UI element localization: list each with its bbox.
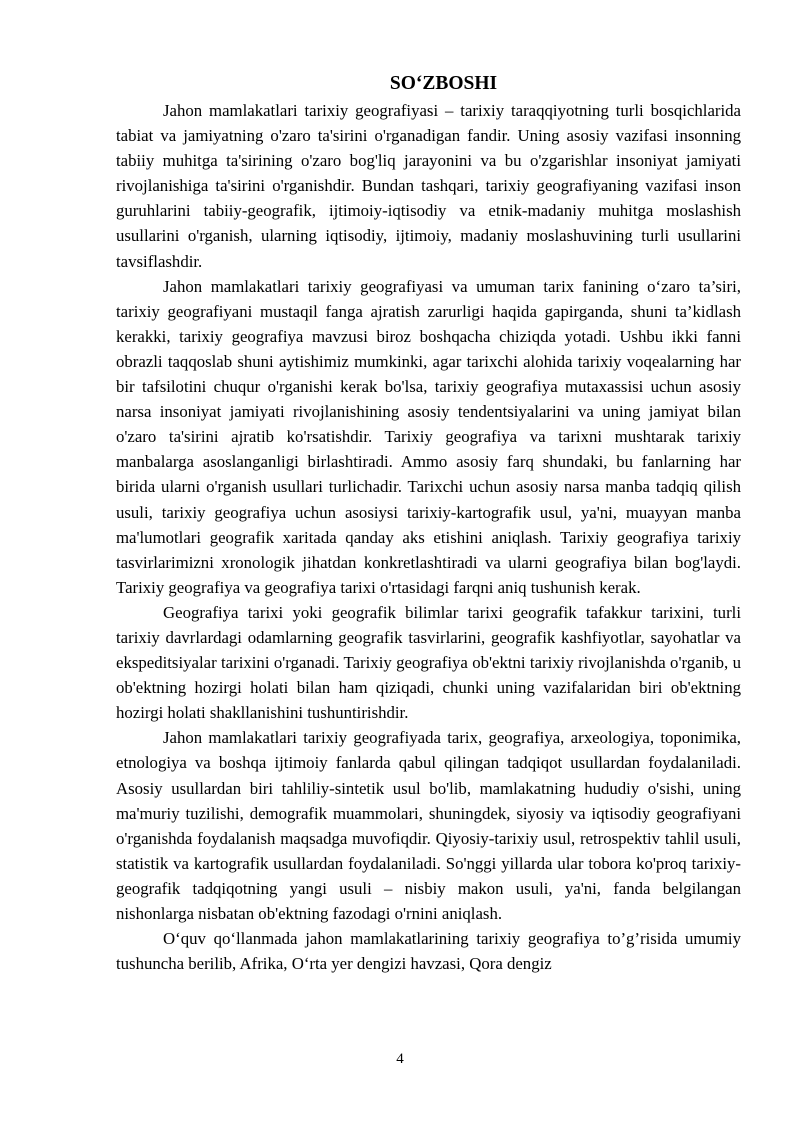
document-page <box>116 72 741 976</box>
paragraph-1: Jahon mamlakatlari tarixiy geografiyasi – tarixiy taraqqiyotning turli bosqichlarida tabiat va jamiyatning o'zaro ta'sirini o'rganadigan fandir. Uning asosiy vazifasi insonning tabiiy muhitga ta'sirining o'zaro bog'liq jarayonini va bu o'zgarishlar insoniyat jamiyati rivojlanishiga ta'sirini o'rganishdir. Bundan tashqari, tarixiy geografiyaning vazifasi inson guruhlarini tabiiy-geografik, ijtimoiy-iqtisodiy va etnik-madaniy muhitga moslashish usullarini o'rganish, ularning iqtisodiy, ijtimoiy, madaniy moslashuvining turli usullarini tavsiflashdir. <box>116 101 741 271</box>
paragraph-2: Jahon mamlakatlari tarixiy geografiyasi va umuman tarix fanining o‘zaro ta’siri, tarixiy geografiyani mustaqil fanga ajratish zarurligi haqida gapirganda, shuni ta’kidlash kerakki, tarixiy geografiya mavzusi biroz boshqacha chiziqda yotadi. Ushbu ikki fanni obrazli taqqoslab shuni aytishimiz mumkinki, agar tarixchi alohida tarixiy voqealarning har bir tafsilotini chuqur o'rganishi kerak bo'lsa, tarixiy geografiya mutaxassisi uchun asosiy narsa insoniyat jamiyati rivojlanishining asosiy tendentsiyalarini va uning jamiyat bilan o'zaro ta'sirini ajratib ko'rsatishdir. Tarixiy geografiya va tarixni mushtarak tarixiy manbalarga asoslanganligi birlashtiradi. Ammo asosiy farq shundaki, bu fanlarning har birida ularni o'rganish usullari turlichadir. Tarixchi uchun asosiy narsa manba tadqiq qilish usuli, tarixiy geografiya uchun asosiysi tarixiy-kartografik usul, ya'ni, muayyan manba ma'lumotlari geografik xaritada qanday aks etishini aniqlash. Tarixiy geografiya tarixiy tasvirlarimizni xronologik jihatdan konkretlashtiradi va ularni geografiya bilan bog'laydi. Tarixiy geografiya va geografiya tarixi o'rtasidagi farqni aniq tushunish kerak. <box>116 276 741 597</box>
paragraph-4: Jahon mamlakatlari tarixiy geografiyada tarix, geografiya, arxeologiya, toponimika, etnologiya va boshqa ijtimoiy fanlarda qabul qilingan tadqiqot usullardan foydalaniladi. Asosiy usullardan biri tahliliy-sintetik usul bo'lib, mamlakatning hududiy o'sishi, uning ma'muriy tuzilishi, demografik muammolari, shuningdek, siyosiy va iqtisodiy geografiyani o'rganishda foydalanish maqsadga muvofiqdir. Qiyosiy-tarixiy usul, retrospektiv tahlil usuli, statistik va kartografik usullardan foydalaniladi. So'nggi yillarda ular tobora ko'proq tarixiy-geografik tadqiqotning yangi usuli – nisbiy makon usuli, ya'ni, fanda belgilangan nishonlarga nisbatan ob'ektning fazodagi o'rnini aniqlash. <box>116 728 741 923</box>
paragraph-5: O‘quv qo‘llanmada jahon mamlakatlarining tarixiy geografiya to’g’risida umumiy tushuncha berilib, Afrika, O‘rta yer dengizi havzasi, Qora dengiz <box>116 929 741 974</box>
document-title: SO‘ZBOSHI <box>389 73 498 94</box>
paragraph-3: Geografiya tarixi yoki geografik bilimlar tarixi geografik tafakkur tarixini, turli tarixiy davrlardagi odamlarning geografik tasvirlarini, geografik kashfiyotlar, sayohatlar va ekspeditsiyalar tarixini o'rganadi. Tarixiy geografiya ob'ektni tarixiy rivojlanishda o'rganib, u ob'ektning hozirgi holati bilan ham qiziqadi, chunki uning vazifalaridan biri ob'ektning hozirgi holati shakllanishini tushuntirishdir. <box>116 602 741 723</box>
page-number: 4 <box>396 1051 404 1067</box>
